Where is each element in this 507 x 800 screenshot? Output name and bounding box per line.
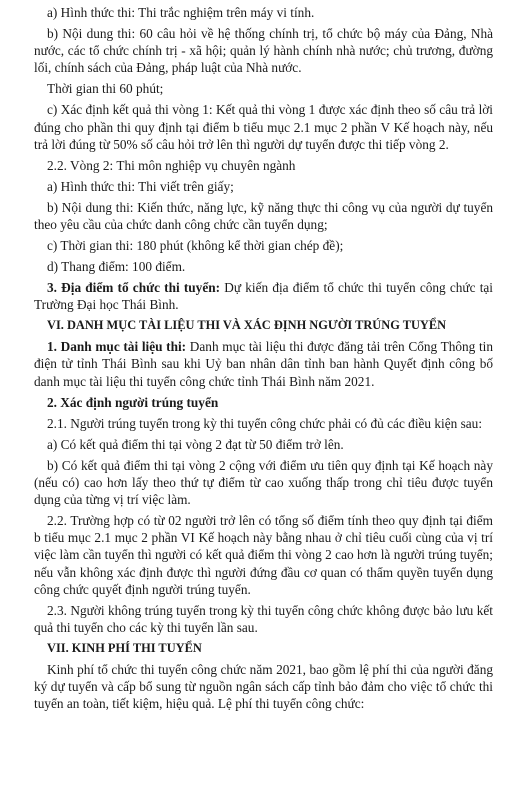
paragraph-vong1-ket-qua: c) Xác định kết quả thi vòng 1: Kết quả thi vòng 1 được xác định theo số câu trả lời đúng cho phần thi quy định tại điểm b tiểu mục 2.1 mục 2 phần V Kế hoạch này, nếu trả lời đúng từ 50% số câu hỏi trở lên thì người dự tuyển được thi tiếp vòng 2. xyxy=(34,102,493,152)
paragraph-vong2-thang-diem: d) Thang điểm: 100 điểm. xyxy=(47,259,186,275)
danh-muc-text: Danh mục tài liệu thi được đăng tải trên Cổng Thông tin điện tử tỉnh Thái Bình sau khi Uỷ ban nhân dân tỉnh ban hành Quyết định công bố danh mục tài liệu thi tuyển công chức tỉnh Thái Bình năm 2021. xyxy=(34,339,493,389)
section-heading-vi: VI. DANH MỤC TÀI LIỆU THI VÀ XÁC ĐỊNH NGƯỜI TRÚNG TUYỂN xyxy=(47,318,447,333)
paragraph-dieu-kien-a: a) Có kết quả điểm thi tại vòng 2 đạt từ 50 điểm trở lên. xyxy=(47,436,344,452)
paragraph-kinh-phi: Kinh phí tổ chức thi tuyển công chức năm 2021, bao gồm lệ phí thi của người đăng ký dự tuyển và cấp bổ sung từ nguồn ngân sách cấp tỉnh bảo đảm cho việc tổ chức thi tuyển an toàn, tiết kiệm, hiệu quả. Lệ phí thi tuyển công chức: xyxy=(34,662,493,712)
paragraph-vong1-hinh-thuc: a) Hình thức thi: Thi trắc nghiệm trên máy vi tính. xyxy=(47,5,315,20)
danh-muc-label: 1. Danh mục tài liệu thi: xyxy=(47,339,187,355)
paragraph-dia-diem xyxy=(34,279,493,313)
dia-diem-label: 3. Địa điểm tổ chức thi tuyển: xyxy=(47,280,221,296)
paragraph-truong-hop-bang-diem: 2.2. Trường hợp có từ 02 người trở lên có tổng số điểm tính theo quy định tại điểm b tiểu mục 2.1 mục 2 phần VI Kế hoạch này bằng nhau ở chỉ tiêu cuối cùng của vị trí việc làm cần tuyển thì người có kết quả điểm thi vòng 2 cao hơn là người trúng tuyển; nếu vẫn không xác định được thì người đứng đầu cơ quan có thẩm quyền tuyển dụng công chức quyết định người trúng tuyển. xyxy=(34,513,493,597)
section-heading-vii: VII. KINH PHÍ THI TUYỂN xyxy=(47,641,202,656)
paragraph-vong1-noi-dung: b) Nội dung thi: 60 câu hỏi về hệ thống chính trị, tổ chức bộ máy của Đảng, Nhà nước, các tổ chức chính trị - xã hội; quản lý hành chính nhà nước; chủ trương, đường lối, chính sách của Đảng, pháp luật của Nhà nước. xyxy=(34,26,493,76)
paragraph-vong2-thoi-gian: c) Thời gian thi: 180 phút (không kể thời gian chép đề); xyxy=(47,238,344,254)
paragraph-vong2-title: 2.2. Vòng 2: Thi môn nghiệp vụ chuyên ngành xyxy=(47,157,296,173)
paragraph-khong-trung-tuyen: 2.3. Người không trúng tuyển trong kỳ thi tuyển công chức không được bảo lưu kết quả thi tuyển cho các kỳ thi tuyển lần sau. xyxy=(34,602,493,636)
paragraph-dieu-kien-b: b) Có kết quả điểm thi tại vòng 2 cộng với điểm ưu tiên quy định tại Kế hoạch này (nếu có) cao hơn lấy theo thứ tự điểm từ cao xuống thấp trong chỉ tiêu được tuyển dụng của từng vị trí việc làm. xyxy=(34,457,493,508)
paragraph-vong2-hinh-thuc: a) Hình thức thi: Thi viết trên giấy; xyxy=(47,178,234,194)
paragraph-dieu-kien: 2.1. Người trúng tuyển trong kỳ thi tuyển công chức phải có đủ các điều kiện sau: xyxy=(47,415,483,431)
dia-diem-text: Dự kiến địa điểm tổ chức thi tuyển công chức tại Trường Đại học Thái Bình. xyxy=(34,280,493,313)
paragraph-xac-dinh-title: 2. Xác định người trúng tuyển xyxy=(47,394,219,410)
paragraph-vong1-thoi-gian: Thời gian thi 60 phút; xyxy=(47,81,164,97)
paragraph-danh-muc-tai-lieu xyxy=(34,338,493,390)
paragraph-vong2-noi-dung: b) Nội dung thi: Kiến thức, năng lực, kỹ năng thực thi công vụ của người dự tuyển theo yêu cầu của chức danh công chức cần tuyển dụng; xyxy=(34,199,493,233)
